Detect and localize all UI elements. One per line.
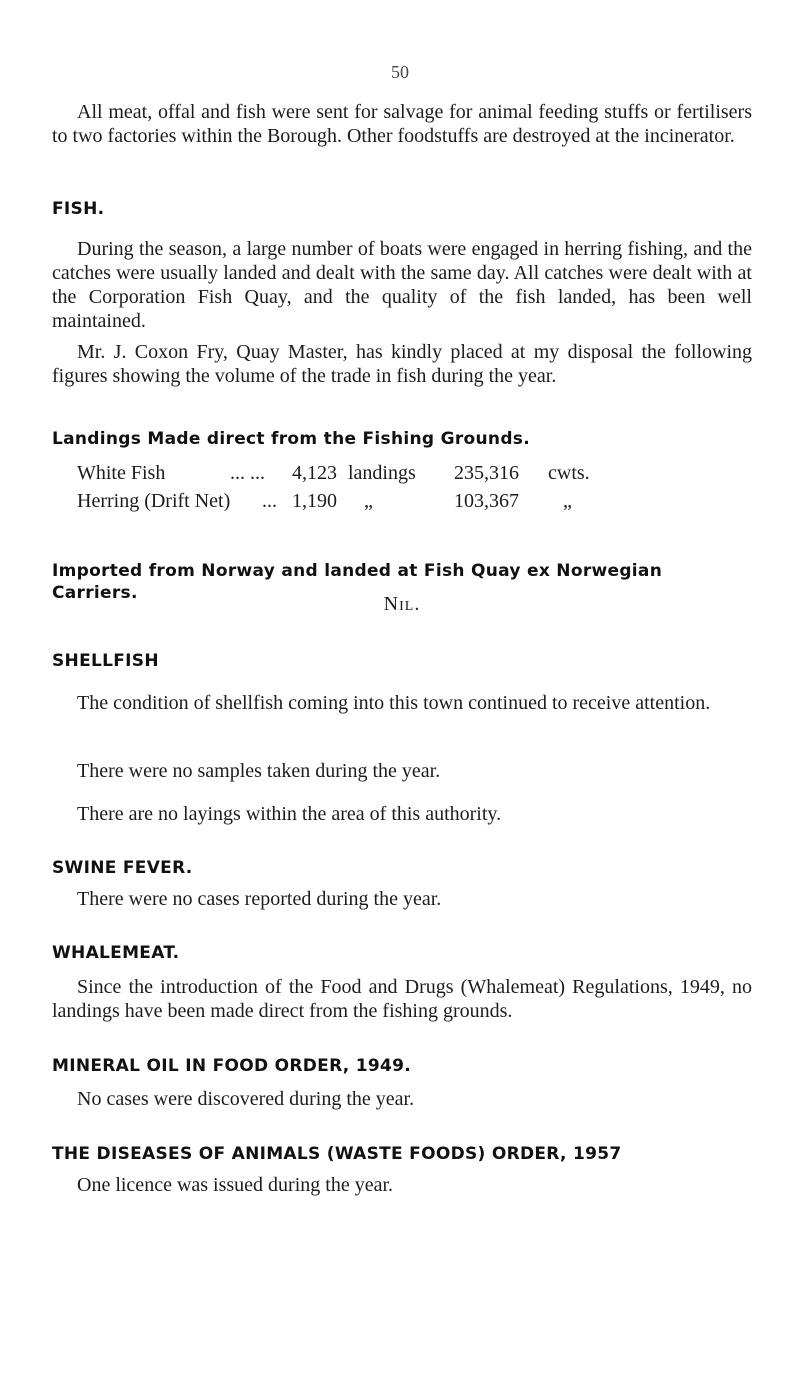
row-weight: 235,316 — [454, 462, 519, 484]
shellfish-body-3 — [52, 802, 752, 826]
whalemeat-paragraph: Since the introduction of the Food and Drugs (Whalemeat) Regulations, 1949, no landings have been made direct from the fishing grounds. — [52, 976, 752, 1022]
fish-section — [52, 198, 752, 220]
landings-row-white-fish — [52, 459, 752, 487]
shellfish-body — [52, 691, 752, 715]
page-number: 50 — [391, 62, 409, 82]
landings-row-herring — [52, 487, 752, 515]
fish-paragraph-1: During the season, a large number of boats were engaged in herring fishing, and the catches were usually landed and dealt with the same day. All catches were dealt with at the Corporation Fish Quay, and the quality of the fish landed, has been well maintained. — [52, 238, 752, 332]
swine-body — [52, 887, 752, 911]
row-weight-unit: „ — [563, 490, 572, 512]
diseases-heading: THE DISEASES OF ANIMALS (WASTE FOODS) ORDER, 1957 — [52, 1144, 622, 1164]
swine-paragraph: There were no cases reported during the year. — [77, 888, 442, 910]
intro-paragraph: All meat, offal and fish were sent for salvage for animal feeding stuffs or fertilisers to two factories within the Borough. Other foodstuffs are destroyed at the incinerator. — [52, 101, 752, 147]
shellfish-paragraph-3: There are no layings within the area of this authority. — [77, 803, 502, 825]
row-count: 1,190 — [292, 490, 337, 512]
fish-paragraph-2: Mr. J. Coxon Fry, Quay Master, has kindly placed at my disposal the following figures showing the volume of the trade in fish during the year. — [52, 341, 752, 387]
shellfish-paragraph-2: There were no samples taken during the year. — [77, 760, 441, 782]
mineral-oil-paragraph: No cases were discovered during the year. — [77, 1088, 415, 1110]
fish-body — [52, 237, 752, 333]
imported-heading: Imported from Norway and landed at Fish Quay ex Norwegian Carriers. — [52, 561, 663, 603]
shellfish-section — [52, 650, 752, 672]
landings-heading: Landings Made direct from the Fishing Grounds. — [52, 429, 530, 449]
mineral-oil-body — [52, 1087, 752, 1111]
landings-table — [52, 459, 752, 515]
diseases-paragraph: One licence was issued during the year. — [77, 1174, 394, 1196]
whalemeat-section — [52, 942, 752, 964]
shellfish-body-2 — [52, 759, 752, 783]
imported-value-block — [52, 592, 752, 616]
whalemeat-heading: WHALEMEAT. — [52, 943, 180, 963]
swine-heading: SWINE FEVER. — [52, 858, 193, 878]
whalemeat-body — [52, 975, 752, 1023]
landings-section — [52, 428, 752, 450]
fish-body-2 — [52, 340, 752, 388]
row-weight: 103,367 — [454, 490, 519, 512]
row-dots: ... ... — [230, 462, 265, 484]
row-name: Herring (Drift Net) — [77, 490, 231, 512]
diseases-body — [52, 1173, 752, 1197]
intro-section — [52, 100, 752, 148]
swine-section — [52, 857, 752, 879]
shellfish-heading: SHELLFISH — [52, 651, 159, 671]
row-dots: ... — [262, 490, 277, 512]
row-count: 4,123 — [292, 462, 337, 484]
fish-heading: FISH. — [52, 199, 105, 219]
row-unit: „ — [364, 490, 373, 512]
shellfish-paragraph-1: The condition of shellfish coming into this town continued to receive attention. — [77, 692, 711, 714]
imported-value: Nil. — [383, 593, 421, 615]
mineral-oil-section — [52, 1055, 752, 1077]
row-name: White Fish — [77, 462, 166, 484]
mineral-oil-heading: MINERAL OIL IN FOOD ORDER, 1949. — [52, 1056, 412, 1076]
diseases-section — [52, 1143, 752, 1165]
row-unit: landings — [348, 462, 416, 484]
row-weight-unit: cwts. — [548, 462, 590, 484]
